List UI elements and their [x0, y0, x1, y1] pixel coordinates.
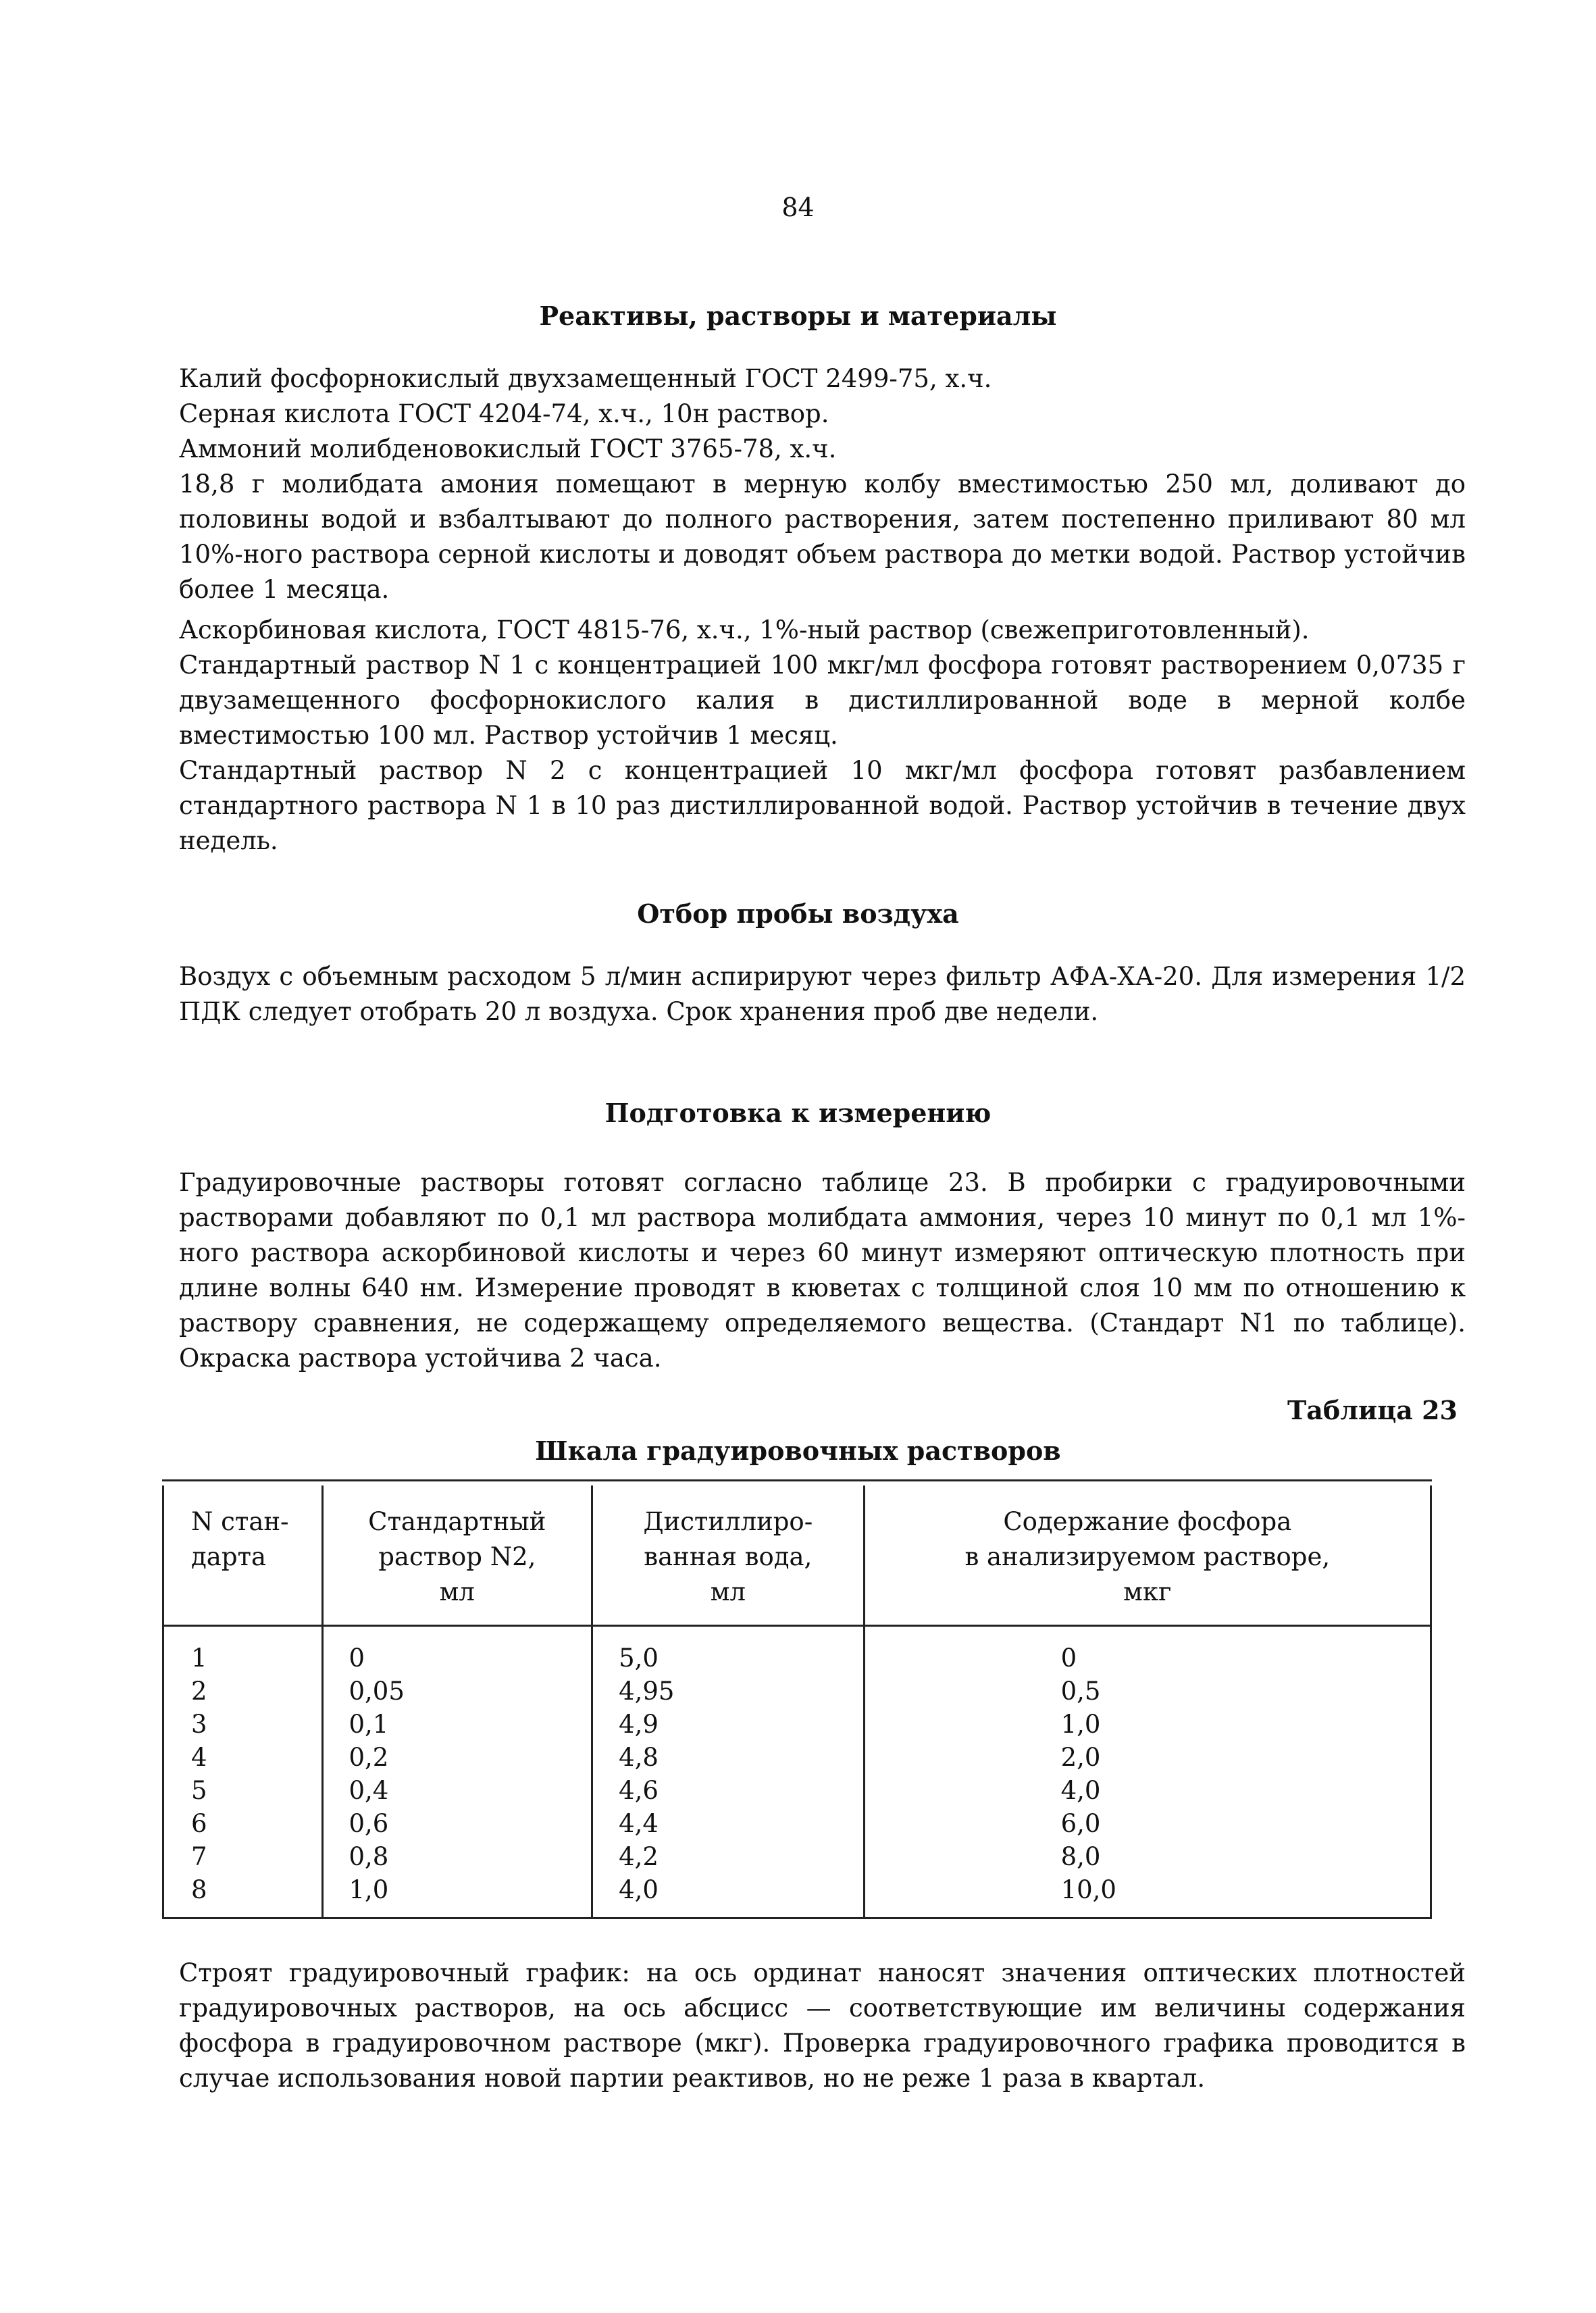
table-cell: 4,0	[592, 1873, 865, 1918]
header-distilled-water: Дистиллиро- ванная вода, мл	[592, 1485, 865, 1626]
table-cell: 0	[322, 1626, 592, 1675]
table-row	[163, 1675, 1431, 1708]
closing-paragraph: Строят градуировочный график: на ось ординат наносят значения оптических плотностей градуировочных растворов, на ось абсцисс — соответствующие им величины содержания фосфора в градуировочном растворе (мкг). Проверка градуировочного графика проводится в случае использования новой партии реактивов, но не реже 1 раза в квартал.	[179, 1958, 1466, 2093]
table-cell: 4,9	[592, 1708, 865, 1741]
table-cell: 5	[163, 1774, 323, 1807]
table-cell: 10,0	[864, 1873, 1431, 1918]
table-cell: 4,4	[592, 1807, 865, 1840]
reagents-block	[179, 361, 1466, 859]
table-row	[163, 1873, 1431, 1918]
page-number: 84	[781, 193, 815, 222]
table-cell: 1,0	[864, 1708, 1431, 1741]
header-phosphorus-content: Содержание фосфора в анализируемом растворе, мкг	[864, 1485, 1431, 1626]
preparation-heading: Подготовка к измерению	[604, 1098, 992, 1128]
table-cell: 6,0	[864, 1807, 1431, 1840]
table-cell: 0,05	[322, 1675, 592, 1708]
table-cell: 5,0	[592, 1626, 865, 1675]
ascorbic-paragraph: Аскорбиновая кислота, ГОСТ 4815-76, х.ч., 1%-ный раствор (свежеприготовленный).	[179, 615, 1310, 644]
standard2-paragraph: Стандартный раствор N 2 с концентрацией 10 мкг/мл фосфора готовят разбавлением стандартного раствора N 1 в 10 раз дистиллированной водой. Раствор устойчив в течение двух недель.	[179, 756, 1466, 855]
table-cell: 8	[163, 1873, 323, 1918]
standard1-paragraph: Стандартный раствор N 1 с концентрацией 100 мкг/мл фосфора готовят растворением 0,0735 г двузамещенного фосфорнокислого калия в дистиллированной воде в мерной колбе вместимостью 100 мл. Раствор устойчив 1 месяц.	[179, 651, 1466, 750]
table-row	[163, 1626, 1431, 1675]
header-standard-solution: Стандартный раствор N2, мл	[322, 1485, 592, 1626]
table-cell: 1	[163, 1626, 323, 1675]
calibration-table	[162, 1479, 1432, 1919]
table-row	[163, 1840, 1431, 1873]
table-cell: 4,8	[592, 1741, 865, 1774]
table-cell: 4,0	[864, 1774, 1431, 1807]
table-cell: 0,5	[864, 1675, 1431, 1708]
table-cell: 0,2	[322, 1741, 592, 1774]
table-cell: 7	[163, 1840, 323, 1873]
table-row	[163, 1774, 1431, 1807]
table-cell: 4,6	[592, 1774, 865, 1807]
reagent-line: Серная кислота ГОСТ 4204-74, х.ч., 10н раствор.	[179, 399, 829, 428]
table-row	[163, 1708, 1431, 1741]
sampling-paragraph: Воздух с объемным расходом 5 л/мин аспирируют через фильтр АФА-ХА-20. Для измерения 1/2 ПДК следует отобрать 20 л воздуха. Срок хранения проб две недели.	[179, 962, 1466, 1026]
table-cell: 0,4	[322, 1774, 592, 1807]
table-cell: 0,8	[322, 1840, 592, 1873]
table-cell: 1,0	[322, 1873, 592, 1918]
table-title: Шкала градуировочных растворов	[535, 1435, 1061, 1466]
table-label: Таблица 23	[1287, 1395, 1458, 1425]
molybdate-paragraph: 18,8 г молибдата амония помещают в мерную колбу вместимостью 250 мл, доливают до половины водой и взбалтывают до полного растворения, затем постепенно приливают 80 мл 10%-ного раствора серной кислоты и доводят объем раствора до метки водой. Раствор устойчив более 1 месяца.	[179, 469, 1466, 604]
table-cell: 0,6	[322, 1807, 592, 1840]
preparation-paragraph: Градуировочные растворы готовят согласно таблице 23. В пробирки с градуировочными растворами добавляют по 0,1 мл раствора молибдата аммония, через 10 минут по 0,1 мл 1%-ного раствора аскорбиновой кислоты и через 60 минут измеряют оптическую плотность при длине волны 640 нм. Измерение проводят в кюветах с толщиной слоя 10 мм по отношению к раствору сравнения, не содержащему определяемого вещества. (Стандарт N1 по таблице). Окраска раствора устойчива 2 часа.	[179, 1168, 1466, 1373]
table-cell: 3	[163, 1708, 323, 1741]
table-row	[163, 1741, 1431, 1774]
table-cell: 2	[163, 1675, 323, 1708]
reagent-line: Калий фосфорнокислый двухзамещенный ГОСТ 2499-75, х.ч.	[179, 364, 992, 393]
table-cell: 0	[864, 1626, 1431, 1675]
table-cell: 4	[163, 1741, 323, 1774]
reagents-heading: Реактивы, растворы и материалы	[539, 301, 1057, 331]
table-cell: 6	[163, 1807, 323, 1840]
table-row	[163, 1807, 1431, 1840]
table-cell: 4,95	[592, 1675, 865, 1708]
table-cell: 8,0	[864, 1840, 1431, 1873]
reagent-line: Аммоний молибденовокислый ГОСТ 3765-78, х.ч.	[179, 434, 837, 463]
header-standard-number: N стан- дарта	[163, 1485, 323, 1626]
table-cell: 2,0	[864, 1741, 1431, 1774]
sampling-heading: Отбор пробы воздуха	[637, 898, 959, 929]
table-cell: 4,2	[592, 1840, 865, 1873]
table-cell: 0,1	[322, 1708, 592, 1741]
